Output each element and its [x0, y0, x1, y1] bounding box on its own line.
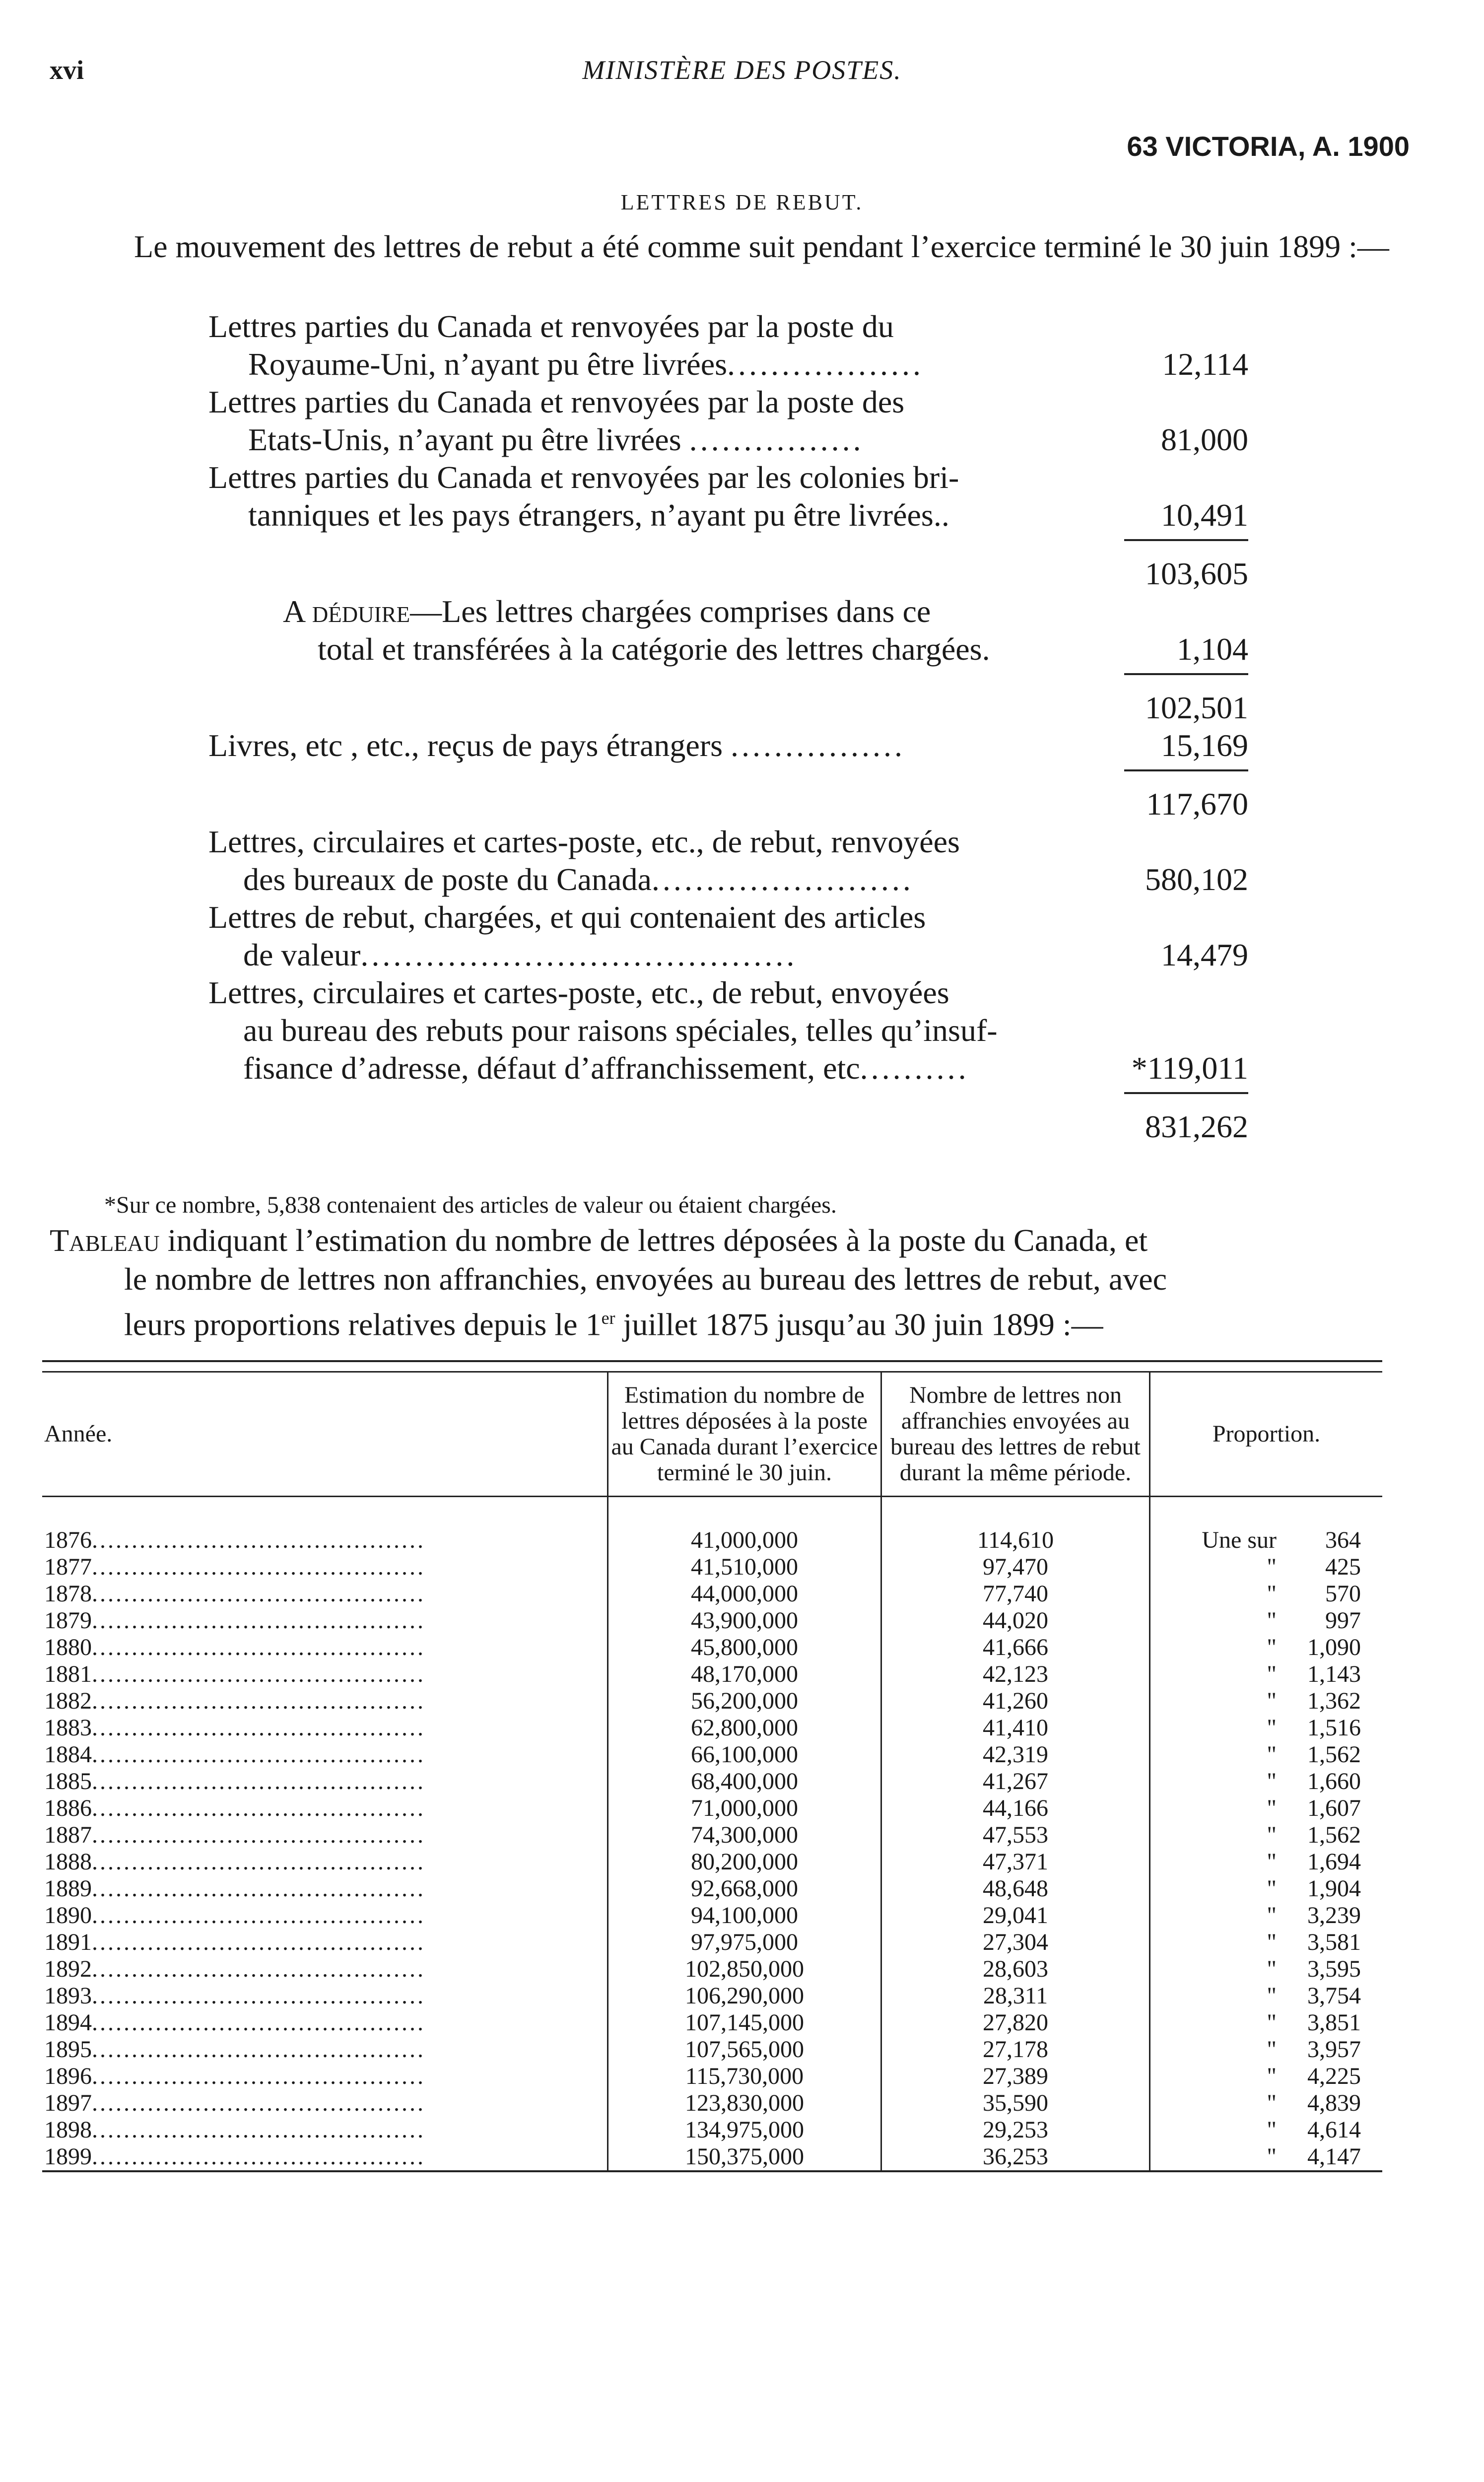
- deposited-cell: 66,100,000: [608, 1741, 881, 1768]
- proportion-cell: " 1,694: [1267, 1849, 1361, 1875]
- letters-data-table: [42, 1360, 1382, 2177]
- statement-text: des bureaux de poste du Canada........................: [243, 862, 914, 897]
- deposited-cell: 123,830,000: [608, 2090, 881, 2117]
- table-top-rule: [42, 1361, 1382, 1372]
- proportion-cell: " 3,595: [1267, 1956, 1361, 1982]
- table-row: [42, 1661, 1382, 1688]
- year-cell: 1882..........................................: [42, 1688, 608, 1715]
- column-header-unpaid: Nombre de lettres non affranchies envoyées au bureau des lettres de rebut durant la même période.: [881, 1372, 1150, 1497]
- proportion-cell: " 3,239: [1267, 1902, 1361, 1929]
- proportion-cell: " 1,562: [1267, 1822, 1361, 1848]
- deposited-cell: 41,510,000: [608, 1554, 881, 1581]
- section-title: LETTRES DE REBUT.: [620, 190, 864, 214]
- letters-table: [42, 1360, 1382, 2177]
- year-cell: 1899..........................................: [42, 2143, 608, 2171]
- statement-line: [0, 936, 1484, 974]
- statement-text: Lettres, circulaires et cartes-poste, etc., de rebut, renvoyées: [208, 824, 960, 859]
- table-row: [42, 1741, 1382, 1768]
- statement-text: tanniques et les pays étrangers, n’ayant pu être livrées..: [248, 497, 949, 533]
- deposited-cell: 48,170,000: [608, 1661, 881, 1688]
- table-bottom-rule: [42, 2171, 1382, 2177]
- deposited-cell: 44,000,000: [608, 1581, 881, 1607]
- proportion-cell: " 3,957: [1267, 2036, 1361, 2063]
- statement-line: [0, 823, 1484, 861]
- statement-text: Etats-Unis, n’ayant pu être livrées ................: [248, 422, 864, 457]
- table-row: [42, 2117, 1382, 2143]
- unpaid-cell: 41,267: [881, 1768, 1150, 1795]
- year-cell: 1883..........................................: [42, 1715, 608, 1741]
- proportion-cell: " 1,143: [1267, 1661, 1361, 1687]
- unpaid-cell: 41,410: [881, 1715, 1150, 1741]
- sum-rule: [0, 1087, 1484, 1098]
- table-intro-text: le nombre de lettres non affranchies, envoyées au bureau des lettres de rebut, avec: [124, 1261, 1167, 1297]
- year-cell: 1880..........................................: [42, 1634, 608, 1661]
- unpaid-cell: 114,610: [881, 1527, 1150, 1554]
- statement-line: [0, 593, 1484, 630]
- table-intro-text: indiquant l’estimation du nombre de lettres déposées à la poste du Canada, et: [159, 1223, 1148, 1258]
- proportion-cell: " 1,362: [1267, 1688, 1361, 1714]
- proportion-cell: " 3,851: [1267, 2009, 1361, 2036]
- table-row: [42, 2143, 1382, 2171]
- statement-amount: 81,000: [1161, 422, 1248, 457]
- unpaid-cell: 29,041: [881, 1902, 1150, 1929]
- deposited-cell: 62,800,000: [608, 1715, 881, 1741]
- statement-line: [0, 421, 1484, 459]
- statement-text: Lettres parties du Canada et renvoyées par la poste des: [208, 384, 905, 419]
- proportion-cell: " 4,614: [1267, 2117, 1361, 2143]
- year-cell: 1890..........................................: [42, 1902, 608, 1929]
- year-cell: 1897..........................................: [42, 2090, 608, 2117]
- statement-line: [0, 727, 1484, 764]
- dead-letter-statement: [0, 308, 1484, 1146]
- statement-line: [0, 630, 1484, 668]
- running-title: MINISTÈRE DES POSTES.: [582, 55, 902, 85]
- deposited-cell: 115,730,000: [608, 2063, 881, 2090]
- deposited-cell: 107,145,000: [608, 2009, 881, 2036]
- statement-amount: 10,491: [1161, 497, 1248, 533]
- deposited-cell: 94,100,000: [608, 1902, 881, 1929]
- unpaid-cell: 27,820: [881, 2009, 1150, 2036]
- footnote: *Sur ce nombre, 5,838 contenaient des articles de valeur ou étaient chargées.: [104, 1192, 837, 1218]
- unpaid-cell: 27,304: [881, 1929, 1150, 1956]
- table-spacer: [42, 1497, 1382, 1527]
- table-intro-lead: Tableau: [50, 1223, 160, 1258]
- unpaid-cell: 28,603: [881, 1956, 1150, 1983]
- page-number: xvi: [50, 55, 84, 85]
- table-body: [42, 1527, 1382, 2171]
- table-row: [42, 1956, 1382, 1983]
- unpaid-cell: 27,178: [881, 2036, 1150, 2063]
- table-intro: [50, 1221, 1410, 1344]
- sum-rule: [0, 534, 1484, 545]
- column-header-year: Année.: [42, 1372, 608, 1497]
- table-row: [42, 1849, 1382, 1875]
- deposited-cell: 80,200,000: [608, 1849, 881, 1875]
- proportion-cell: " 570: [1267, 1581, 1361, 1607]
- table-intro-text: leurs proportions relatives depuis le 1er juillet 1875 jusqu’au 30 juin 1899 :—: [124, 1307, 1103, 1342]
- unpaid-cell: 41,260: [881, 1688, 1150, 1715]
- year-cell: 1895..........................................: [42, 2036, 608, 2063]
- proportion-cell: " 1,516: [1267, 1715, 1361, 1741]
- statement-text: Lettres, circulaires et cartes-poste, etc., de rebut, envoyées: [208, 975, 949, 1010]
- deposited-cell: 43,900,000: [608, 1607, 881, 1634]
- deposited-cell: 74,300,000: [608, 1822, 881, 1849]
- statement-total: 831,262: [1145, 1109, 1248, 1144]
- sum-rule: [0, 668, 1484, 679]
- sum-rule: [0, 764, 1484, 775]
- unpaid-cell: 47,553: [881, 1822, 1150, 1849]
- statement-text: au bureau des rebuts pour raisons spéciales, telles qu’insuf-: [243, 1013, 998, 1048]
- year-cell: 1892..........................................: [42, 1956, 608, 1983]
- statement-subtotal: 117,670: [1146, 786, 1248, 822]
- statement-subtotal: 103,605: [1145, 556, 1248, 591]
- year-cell: 1888..........................................: [42, 1849, 608, 1875]
- table-row: [42, 1768, 1382, 1795]
- deposited-cell: 41,000,000: [608, 1527, 881, 1554]
- statement-line: [0, 1049, 1484, 1087]
- year-cell: 1878..........................................: [42, 1581, 608, 1607]
- table-row: [42, 1634, 1382, 1661]
- statement-amount: *119,011: [1131, 1050, 1248, 1086]
- proportion-cell: " 1,562: [1267, 1741, 1361, 1768]
- proportion-cell: " 1,607: [1267, 1795, 1361, 1821]
- unpaid-cell: 29,253: [881, 2117, 1150, 2143]
- proportion-cell: " 4,839: [1267, 2090, 1361, 2116]
- table-row: [42, 2009, 1382, 2036]
- year-cell: 1891..........................................: [42, 1929, 608, 1956]
- column-header-deposited: Estimation du nombre de lettres déposées à la poste au Canada durant l’exercice terminé le 30 juin.: [608, 1372, 881, 1497]
- statement-text: de valeur........................................: [243, 937, 798, 972]
- deposited-cell: 134,975,000: [608, 2117, 881, 2143]
- proportion-cell: " 3,581: [1267, 1929, 1361, 1955]
- unpaid-cell: 36,253: [881, 2143, 1150, 2171]
- year-cell: 1886..........................................: [42, 1795, 608, 1822]
- table-row: [42, 1795, 1382, 1822]
- year-cell: 1896..........................................: [42, 2063, 608, 2090]
- deposited-cell: 150,375,000: [608, 2143, 881, 2171]
- year-cell: 1879..........................................: [42, 1607, 608, 1634]
- table-row: [42, 1688, 1382, 1715]
- statement-amount: 1,104: [1177, 631, 1248, 667]
- proportion-cell: " 1,660: [1267, 1768, 1361, 1794]
- column-header-proportion: Proportion.: [1150, 1372, 1383, 1497]
- year-cell: 1884..........................................: [42, 1741, 608, 1768]
- statement-text: Lettres de rebut, chargées, et qui contenaient des articles: [208, 899, 926, 935]
- table-row: [42, 1715, 1382, 1741]
- unpaid-cell: 77,740: [881, 1581, 1150, 1607]
- statement-line: [0, 1012, 1484, 1049]
- table-row: [42, 1902, 1382, 1929]
- statement-text: Lettres parties du Canada et renvoyées par la poste du: [208, 309, 894, 344]
- unpaid-cell: 44,020: [881, 1607, 1150, 1634]
- unpaid-cell: 41,666: [881, 1634, 1150, 1661]
- table-row: [42, 1581, 1382, 1607]
- unpaid-cell: 42,123: [881, 1661, 1150, 1688]
- unpaid-cell: 27,389: [881, 2063, 1150, 2090]
- year-cell: 1898..........................................: [42, 2117, 608, 2143]
- table-row: [42, 2090, 1382, 2117]
- year-cell: 1881..........................................: [42, 1661, 608, 1688]
- deposited-cell: 56,200,000: [608, 1688, 881, 1715]
- year-cell: 1894..........................................: [42, 2009, 608, 2036]
- unpaid-cell: 44,166: [881, 1795, 1150, 1822]
- unpaid-cell: 48,648: [881, 1875, 1150, 1902]
- unpaid-cell: 42,319: [881, 1741, 1150, 1768]
- statement-text: Royaume-Uni, n’ayant pu être livrées..................: [248, 346, 924, 382]
- statement-line: [0, 785, 1484, 823]
- year-cell: 1885..........................................: [42, 1768, 608, 1795]
- proportion-cell: " 1,904: [1267, 1875, 1361, 1902]
- table-row: [42, 1527, 1382, 1554]
- statement-amount: 14,479: [1161, 937, 1248, 972]
- unpaid-cell: 28,311: [881, 1983, 1150, 2009]
- statement-amount: 580,102: [1145, 862, 1248, 897]
- statement-text: Lettres parties du Canada et renvoyées par les colonies bri-: [208, 460, 959, 495]
- year-cell: 1876..........................................: [42, 1527, 608, 1554]
- deposited-cell: 68,400,000: [608, 1768, 881, 1795]
- deposited-cell: 102,850,000: [608, 1956, 881, 1983]
- statement-subtotal: 102,501: [1145, 690, 1248, 725]
- year-cell: 1889..........................................: [42, 1875, 608, 1902]
- table-row: [42, 2036, 1382, 2063]
- proportion-cell: " 425: [1267, 1554, 1361, 1580]
- statement-line: [0, 383, 1484, 421]
- table-row: [42, 1822, 1382, 1849]
- statement-amount: 15,169: [1161, 728, 1248, 763]
- table-row: [42, 1983, 1382, 2009]
- statement-line: [0, 689, 1484, 727]
- statement-text: total et transférées à la catégorie des lettres chargées.: [318, 631, 990, 667]
- table-header-row: [42, 1372, 1382, 1497]
- proportion-cell: " 4,147: [1267, 2143, 1361, 2170]
- statement-text: A déduire—Les lettres chargées comprises dans ce: [283, 594, 931, 629]
- proportion-cell: Une sur 364: [1202, 1527, 1361, 1553]
- deposited-cell: 71,000,000: [608, 1795, 881, 1822]
- session-label: 63 VICTORIA, A. 1900: [1127, 131, 1410, 162]
- statement-line: [0, 1108, 1484, 1146]
- unpaid-cell: 35,590: [881, 2090, 1150, 2117]
- table-row: [42, 1875, 1382, 1902]
- proportion-cell: " 3,754: [1267, 1983, 1361, 2009]
- deposited-cell: 106,290,000: [608, 1983, 881, 2009]
- year-cell: 1893..........................................: [42, 1983, 608, 2009]
- year-cell: 1887..........................................: [42, 1822, 608, 1849]
- statement-text: Livres, etc , etc., reçus de pays étrangers ................: [208, 728, 905, 763]
- statement-line: [0, 308, 1484, 345]
- year-cell: 1877..........................................: [42, 1554, 608, 1581]
- statement-text: fisance d’adresse, défaut d’affranchissement, etc..........: [243, 1050, 969, 1086]
- table-row: [42, 1554, 1382, 1581]
- statement-line: [0, 345, 1484, 383]
- deposited-cell: 97,975,000: [608, 1929, 881, 1956]
- proportion-cell: " 1,090: [1267, 1634, 1361, 1660]
- table-row: [42, 1607, 1382, 1634]
- proportion-cell: " 4,225: [1267, 2063, 1361, 2089]
- statement-line: [0, 459, 1484, 496]
- unpaid-cell: 47,371: [881, 1849, 1150, 1875]
- statement-line: [0, 555, 1484, 593]
- statement-line: [0, 898, 1484, 936]
- deposited-cell: 92,668,000: [608, 1875, 881, 1902]
- unpaid-cell: 97,470: [881, 1554, 1150, 1581]
- statement-line: [0, 496, 1484, 534]
- deposited-cell: 45,800,000: [608, 1634, 881, 1661]
- statement-amount: 12,114: [1162, 346, 1248, 382]
- table-row: [42, 1929, 1382, 1956]
- intro-paragraph: Le mouvement des lettres de rebut a été comme suit pendant l’exercice terminé le 30 juin 1899 :—: [134, 229, 1389, 264]
- deposited-cell: 107,565,000: [608, 2036, 881, 2063]
- statement-line: [0, 861, 1484, 898]
- proportion-cell: " 997: [1267, 1607, 1361, 1634]
- statement-line: [0, 974, 1484, 1012]
- table-row: [42, 2063, 1382, 2090]
